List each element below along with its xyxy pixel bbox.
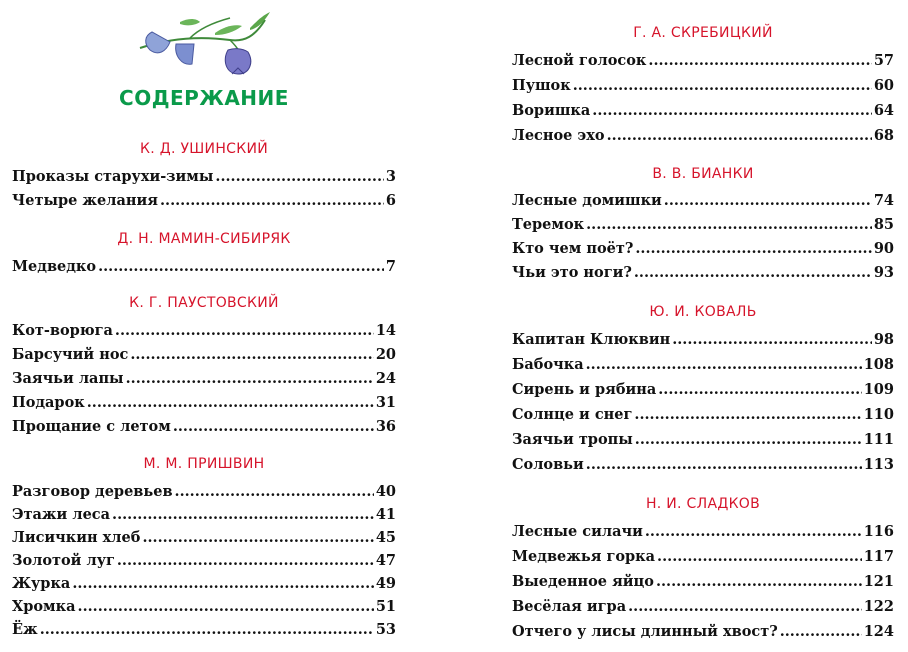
- toc-entry[interactable]: Проказы старухи-зимы ..... 3: [12, 166, 396, 188]
- toc-entry[interactable]: Соловьи ..... 113: [512, 454, 894, 476]
- toc-entry[interactable]: Сирень и рябина ..... 109: [512, 379, 894, 401]
- toc-entry[interactable]: Бабочка ..... 108: [512, 354, 894, 376]
- toc-entry[interactable]: Заячьи лапы ..... 24: [12, 368, 396, 390]
- toc-entry[interactable]: Отчего у лисы длинный хвост? ..... 124: [512, 621, 894, 643]
- toc-entry[interactable]: Капитан Клюквин ..... 98: [512, 329, 894, 351]
- toc-entry[interactable]: Кто чем поёт? ..... 90: [512, 238, 894, 260]
- toc-entry[interactable]: Медведко ..... 7: [12, 256, 396, 278]
- toc-entry[interactable]: Кот-ворюга ..... 14: [12, 320, 396, 342]
- toc-entry[interactable]: Прощание с летом ..... 36: [12, 416, 396, 438]
- toc-entry[interactable]: Воришка ..... 64: [512, 100, 894, 122]
- author-heading: Н. И. СЛАДКОВ: [645, 496, 761, 512]
- toc-entry[interactable]: Лесное эхо ..... 68: [512, 125, 894, 147]
- author-heading: Ю. И. КОВАЛЬ: [649, 304, 757, 320]
- toc-entry[interactable]: Лесной голосок ..... 57: [512, 50, 894, 72]
- toc-entry[interactable]: Золотой луг ..... 47: [12, 550, 396, 572]
- toc-entry[interactable]: Выеденное яйцо ..... 121: [512, 571, 894, 593]
- toc-entry[interactable]: Медвежья горка ..... 117: [512, 546, 894, 568]
- toc-entry[interactable]: Хромка ..... 51: [12, 596, 396, 618]
- toc-entry[interactable]: Весёлая игра ..... 122: [512, 596, 894, 618]
- author-heading: В. В. БИАНКИ: [652, 166, 754, 182]
- author-heading: М. М. ПРИШВИН: [143, 456, 265, 472]
- toc-entry[interactable]: Этажи леса ..... 41: [12, 504, 396, 526]
- author-heading: К. Г. ПАУСТОВСКИЙ: [129, 295, 279, 311]
- author-heading: К. Д. УШИНСКИЙ: [139, 141, 269, 157]
- toc-entry[interactable]: Журка ..... 49: [12, 573, 396, 595]
- toc-entry[interactable]: Четыре желания ..... 6: [12, 190, 396, 212]
- toc-entry[interactable]: Солнце и снег ..... 110: [512, 404, 894, 426]
- toc-entry[interactable]: Разговор деревьев ..... 40: [12, 481, 396, 503]
- bluebell-flower-icon: [130, 8, 280, 78]
- toc-entry[interactable]: Подарок ..... 31: [12, 392, 396, 414]
- toc-entry[interactable]: Лисичкин хлеб ..... 45: [12, 527, 396, 549]
- page-title: СОДЕРЖАНИЕ: [119, 86, 289, 110]
- toc-entry[interactable]: Ёж ..... 53: [12, 619, 396, 641]
- author-heading: Г. А. СКРЕБИЦКИЙ: [633, 25, 773, 41]
- toc-entry[interactable]: Лесные силачи ..... 116: [512, 521, 894, 543]
- toc-entry[interactable]: Пушок ..... 60: [512, 75, 894, 97]
- toc-entry[interactable]: Барсучий нос ..... 20: [12, 344, 396, 366]
- toc-entry[interactable]: Заячьи тропы ..... 111: [512, 429, 894, 451]
- toc-entry[interactable]: Чьи это ноги? ..... 93: [512, 262, 894, 284]
- toc-entry[interactable]: Теремок ..... 85: [512, 214, 894, 236]
- toc-entry[interactable]: Лесные домишки ..... 74: [512, 190, 894, 212]
- author-heading: Д. Н. МАМИН-СИБИРЯК: [117, 231, 291, 247]
